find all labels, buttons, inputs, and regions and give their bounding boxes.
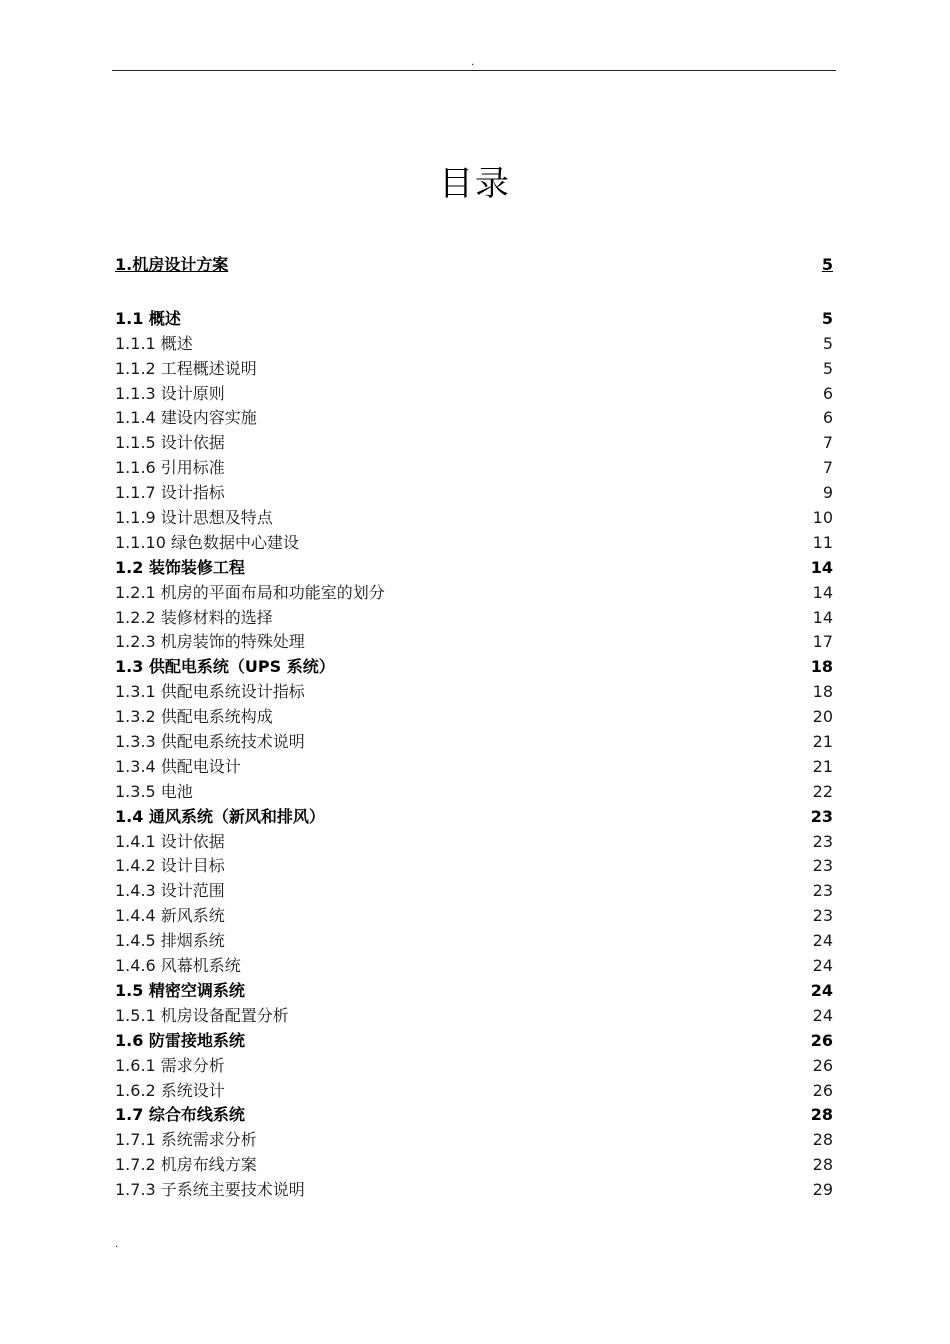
toc-entry-label: 1.6 防雷接地系统 bbox=[115, 1030, 245, 1050]
toc-entry-page-number: 23 bbox=[812, 856, 833, 876]
toc-entry-label: 1.5.1 机房设备配置分析 bbox=[115, 1005, 289, 1025]
toc-entry-page-number: 29 bbox=[812, 1180, 833, 1200]
toc-entry-page-number: 24 bbox=[810, 980, 833, 1000]
toc-entry-label: 1.3.5 电池 bbox=[115, 781, 193, 801]
toc-entry-label: 1.1.6 引用标准 bbox=[115, 458, 225, 478]
toc-subsection-entry[interactable] bbox=[115, 830, 833, 855]
toc-subsection-entry[interactable] bbox=[115, 929, 833, 954]
toc-entry-page-number: 18 bbox=[810, 657, 833, 677]
toc-entry-page-number: 23 bbox=[812, 906, 833, 926]
page-title: 目录 bbox=[439, 164, 511, 204]
toc-subsection-entry[interactable] bbox=[115, 630, 833, 655]
toc-subsection-entry[interactable] bbox=[115, 1004, 833, 1029]
toc-subsection-entry[interactable] bbox=[115, 780, 833, 805]
toc-entry-page-number: 5 bbox=[821, 308, 833, 328]
toc-subsection-entry[interactable] bbox=[115, 680, 833, 705]
toc-entry-page-number: 28 bbox=[812, 1155, 833, 1175]
toc-chapter-entry[interactable] bbox=[115, 253, 833, 278]
toc-entry-page-number: 9 bbox=[822, 483, 833, 503]
toc-entry-page-number: 23 bbox=[812, 831, 833, 851]
toc-subsection-entry[interactable] bbox=[115, 1178, 833, 1203]
toc-section-entry[interactable] bbox=[115, 1029, 833, 1054]
toc-entry-label: 1.3.1 供配电系统设计指标 bbox=[115, 682, 305, 702]
toc-entry-label: 1.1.7 设计指标 bbox=[115, 483, 225, 503]
toc-entry-label: 1.4.4 新风系统 bbox=[115, 906, 225, 926]
toc-entry-page-number: 28 bbox=[812, 1130, 833, 1150]
toc-entry-page-number: 5 bbox=[822, 333, 833, 353]
toc-entry-label: 1.2 装饰装修工程 bbox=[115, 557, 245, 577]
toc-subsection-entry[interactable] bbox=[115, 730, 833, 755]
toc-entry-page-number: 14 bbox=[810, 557, 833, 577]
toc-subsection-entry[interactable] bbox=[115, 382, 833, 407]
toc-entry-page-number: 20 bbox=[812, 707, 833, 727]
toc-entry-label: 1.2.1 机房的平面布局和功能室的划分 bbox=[115, 582, 385, 602]
toc-subsection-entry[interactable] bbox=[115, 879, 833, 904]
toc-entry-page-number: 23 bbox=[812, 881, 833, 901]
toc-section-entry[interactable] bbox=[115, 1103, 833, 1128]
toc-subsection-entry[interactable] bbox=[115, 406, 833, 431]
toc-entry-page-number: 26 bbox=[810, 1030, 833, 1050]
toc-entry-page-number: 23 bbox=[810, 806, 833, 826]
toc-entry-page-number: 6 bbox=[822, 408, 833, 428]
toc-entry-page-number: 21 bbox=[812, 732, 833, 752]
toc-subsection-entry[interactable] bbox=[115, 606, 833, 631]
toc-entry-label: 1.2.2 装修材料的选择 bbox=[115, 607, 273, 627]
toc-subsection-entry[interactable] bbox=[115, 581, 833, 606]
toc-entry-page-number: 18 bbox=[812, 682, 833, 702]
toc-subsection-entry[interactable] bbox=[115, 357, 833, 382]
toc-subsection-entry[interactable] bbox=[115, 854, 833, 879]
toc-subsection-entry[interactable] bbox=[115, 531, 833, 556]
toc-entry-page-number: 6 bbox=[822, 383, 833, 403]
toc-entry-page-number: 14 bbox=[812, 607, 833, 627]
toc-entry-label: 1.1.5 设计依据 bbox=[115, 433, 225, 453]
toc-section-entry[interactable] bbox=[115, 307, 833, 332]
footer-mark: . bbox=[115, 1239, 119, 1250]
toc-entry-label: 1.7 综合布线系统 bbox=[115, 1105, 245, 1125]
toc-entry-page-number: 24 bbox=[812, 1005, 833, 1025]
toc-entry-label: 1.3.4 供配电设计 bbox=[115, 756, 241, 776]
toc-section-entry[interactable] bbox=[115, 979, 833, 1004]
toc-subsection-entry[interactable] bbox=[115, 954, 833, 979]
toc-section-entry[interactable] bbox=[115, 655, 833, 680]
toc-entry-label: 1.2.3 机房装饰的特殊处理 bbox=[115, 632, 305, 652]
toc-entry-label: 1.1 概述 bbox=[115, 308, 181, 328]
toc-entry-page-number: 17 bbox=[812, 632, 833, 652]
toc-subsection-entry[interactable] bbox=[115, 1128, 833, 1153]
toc-entry-page-number: 5 bbox=[821, 255, 833, 274]
toc-entry-page-number: 28 bbox=[810, 1105, 833, 1125]
toc-subsection-entry[interactable] bbox=[115, 755, 833, 780]
toc-section-entry[interactable] bbox=[115, 805, 833, 830]
toc-subsection-entry[interactable] bbox=[115, 1054, 833, 1079]
toc-entry-label: 1.6.1 需求分析 bbox=[115, 1055, 225, 1075]
toc-entry-page-number: 22 bbox=[812, 781, 833, 801]
toc-entry-page-number: 5 bbox=[822, 358, 833, 378]
toc-entry-label: 1.4.6 风幕机系统 bbox=[115, 956, 241, 976]
toc-entry-page-number: 24 bbox=[812, 931, 833, 951]
toc-entry-label: 1.1.2 工程概述说明 bbox=[115, 358, 257, 378]
toc-entry-label: 1.1.9 设计思想及特点 bbox=[115, 508, 273, 528]
toc-entry-label: 1.3.3 供配电系统技术说明 bbox=[115, 732, 305, 752]
toc-subsection-entry[interactable] bbox=[115, 1153, 833, 1178]
toc-entry-label: 1.4.2 设计目标 bbox=[115, 856, 225, 876]
toc-entry-label: 1.4.1 设计依据 bbox=[115, 831, 225, 851]
toc-section-entry[interactable] bbox=[115, 556, 833, 581]
table-of-contents bbox=[115, 253, 833, 1203]
toc-entry-label: 1.6.2 系统设计 bbox=[115, 1080, 225, 1100]
toc-subsection-entry[interactable] bbox=[115, 1079, 833, 1104]
toc-entry-label: 1.4 通风系统（新风和排风） bbox=[115, 806, 325, 826]
toc-entry-page-number: 7 bbox=[822, 433, 833, 453]
toc-entry-label: 1.3 供配电系统（UPS 系统） bbox=[115, 657, 335, 677]
toc-entry-page-number: 11 bbox=[812, 532, 833, 552]
toc-entry-page-number: 7 bbox=[822, 458, 833, 478]
toc-entry-label: 1.1.3 设计原则 bbox=[115, 383, 225, 403]
toc-subsection-entry[interactable] bbox=[115, 481, 833, 506]
toc-entry-label: 1.1.4 建设内容实施 bbox=[115, 408, 257, 428]
toc-entry-label: 1.3.2 供配电系统构成 bbox=[115, 707, 273, 727]
toc-subsection-entry[interactable] bbox=[115, 506, 833, 531]
toc-entry-page-number: 21 bbox=[812, 756, 833, 776]
toc-entry-label: 1.1.10 绿色数据中心建设 bbox=[115, 532, 299, 552]
toc-entry-label: 1.4.3 设计范围 bbox=[115, 881, 225, 901]
toc-subsection-entry[interactable] bbox=[115, 431, 833, 456]
toc-subsection-entry[interactable] bbox=[115, 456, 833, 481]
header-rule bbox=[112, 70, 836, 71]
toc-entry-label: 1.1.1 概述 bbox=[115, 333, 193, 353]
toc-entry-page-number: 14 bbox=[812, 582, 833, 602]
toc-entry-page-number: 10 bbox=[812, 508, 833, 528]
toc-subsection-entry[interactable] bbox=[115, 705, 833, 730]
toc-entry-label: 1.机房设计方案 bbox=[115, 255, 229, 274]
toc-entry-label: 1.7.3 子系统主要技术说明 bbox=[115, 1180, 305, 1200]
toc-subsection-entry[interactable] bbox=[115, 332, 833, 357]
toc-entry-label: 1.7.2 机房布线方案 bbox=[115, 1155, 257, 1175]
toc-entry-page-number: 24 bbox=[812, 956, 833, 976]
toc-entry-page-number: 26 bbox=[812, 1055, 833, 1075]
toc-entry-page-number: 26 bbox=[812, 1080, 833, 1100]
toc-entry-label: 1.4.5 排烟系统 bbox=[115, 931, 225, 951]
toc-entry-label: 1.5 精密空调系统 bbox=[115, 980, 245, 1000]
toc-subsection-entry[interactable] bbox=[115, 904, 833, 929]
toc-entry-label: 1.7.1 系统需求分析 bbox=[115, 1130, 257, 1150]
header-mark: . bbox=[471, 57, 475, 68]
